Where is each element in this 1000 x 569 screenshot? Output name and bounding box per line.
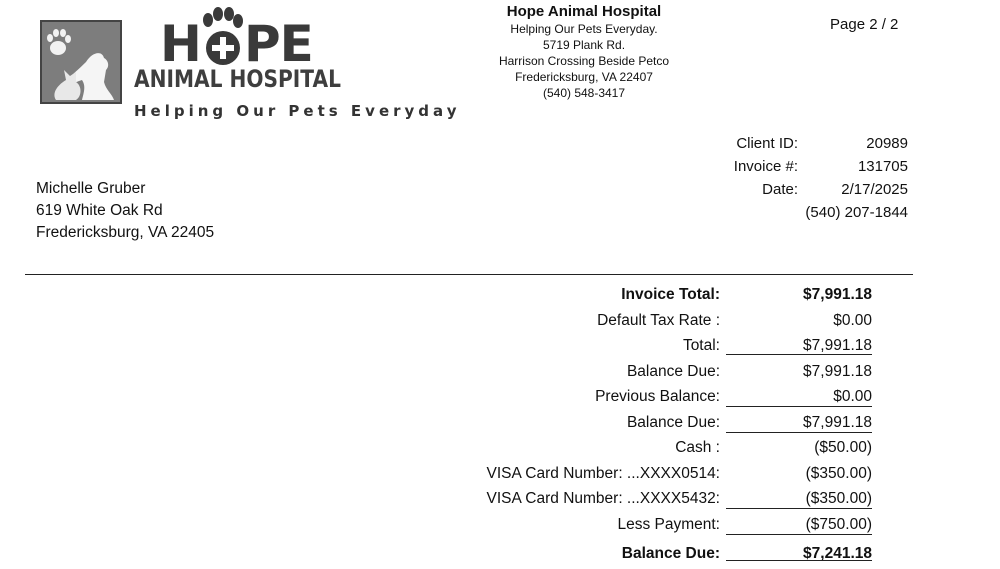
- client-phone: (540) 207-1844: [805, 204, 908, 221]
- totals-row-less-payment: [380, 514, 880, 540]
- totals-value: $7,991.18: [803, 362, 872, 380]
- totals-row-invoice-total: [380, 284, 880, 310]
- logo-letters-pe: PE: [244, 15, 313, 73]
- logo-letter-h: H: [160, 15, 201, 73]
- totals-value: ($350.00): [805, 464, 872, 482]
- totals-row-tax-rate: [380, 310, 880, 336]
- clinic-phone: (540) 548-3417: [542, 86, 626, 100]
- totals-row-previous-balance: [380, 386, 880, 412]
- totals-value: ($350.00): [805, 490, 872, 507]
- totals-row-visa-payment: [380, 488, 880, 514]
- totals-label: Total:: [682, 337, 720, 354]
- page-number: Page 2 / 2: [830, 16, 899, 33]
- totals-value: ($50.00): [814, 439, 872, 456]
- totals-row-visa-payment: [380, 463, 880, 489]
- clinic-tagline: Helping Our Pets Everyday.: [510, 22, 658, 36]
- totals-row-cash: [380, 437, 880, 463]
- clinic-city: Fredericksburg, VA 22407: [515, 70, 653, 84]
- client-address: [36, 178, 214, 244]
- totals-underline: [726, 406, 872, 407]
- totals-value: ($750.00): [805, 515, 872, 533]
- totals-underline: [726, 508, 872, 509]
- info-label: Client ID:: [736, 135, 798, 152]
- info-value: 2/17/2025: [841, 181, 908, 198]
- clinic-name: Hope Animal Hospital: [506, 3, 662, 20]
- logo-tagline: Helping Our Pets Everyday: [134, 102, 461, 120]
- client-name: Michelle Gruber: [36, 180, 146, 197]
- totals-value: $7,991.18: [803, 337, 872, 354]
- totals-row-balance-due: [380, 412, 880, 438]
- totals-label: Cash :: [675, 439, 720, 456]
- logo-emblem: [40, 20, 122, 104]
- logo-subtitle: ANIMAL HOSPITAL: [134, 65, 341, 93]
- totals-label: VISA Card Number: ...XXXX0514:: [486, 464, 720, 482]
- totals-label: Balance Due:: [626, 413, 720, 431]
- totals-section: [380, 284, 880, 569]
- client-street: 619 White Oak Rd: [36, 202, 163, 219]
- totals-row-balance-due: [380, 361, 880, 387]
- totals-row-total: [380, 335, 880, 361]
- totals-value: $7,991.18: [803, 286, 872, 303]
- client-city: Fredericksburg, VA 22405: [36, 224, 215, 241]
- totals-value: $0.00: [833, 388, 872, 405]
- info-label: Date:: [762, 181, 798, 198]
- info-value: 131705: [857, 158, 908, 175]
- totals-label: Balance Due:: [621, 545, 720, 562]
- totals-label: Previous Balance:: [595, 388, 720, 405]
- info-row-invoice-number: [718, 155, 908, 178]
- totals-label: Invoice Total:: [621, 286, 720, 303]
- totals-underline: [726, 432, 872, 433]
- clinic-header: [468, 3, 700, 101]
- info-row-client-id: [718, 132, 908, 155]
- totals-label: Balance Due:: [626, 362, 720, 380]
- divider: [25, 274, 913, 275]
- totals-underline: [726, 560, 872, 561]
- totals-underline: [726, 354, 872, 355]
- clinic-street: 5719 Plank Rd.: [542, 38, 626, 52]
- invoice-info: [718, 132, 908, 224]
- info-row-phone: [718, 201, 908, 224]
- totals-value: $7,241.18: [803, 545, 872, 562]
- totals-value: $7,991.18: [803, 413, 872, 431]
- totals-label: Default Tax Rate :: [597, 311, 720, 329]
- totals-row-final-balance-due: [380, 543, 880, 569]
- info-row-date: [718, 178, 908, 201]
- totals-label: Less Payment:: [617, 515, 720, 533]
- info-value: 20989: [866, 135, 908, 152]
- totals-underline: [726, 534, 872, 535]
- totals-value: $0.00: [833, 311, 872, 329]
- clinic-location: Harrison Crossing Beside Petco: [498, 54, 670, 68]
- totals-label: VISA Card Number: ...XXXX5432:: [486, 490, 720, 507]
- info-label: Invoice #:: [733, 158, 798, 175]
